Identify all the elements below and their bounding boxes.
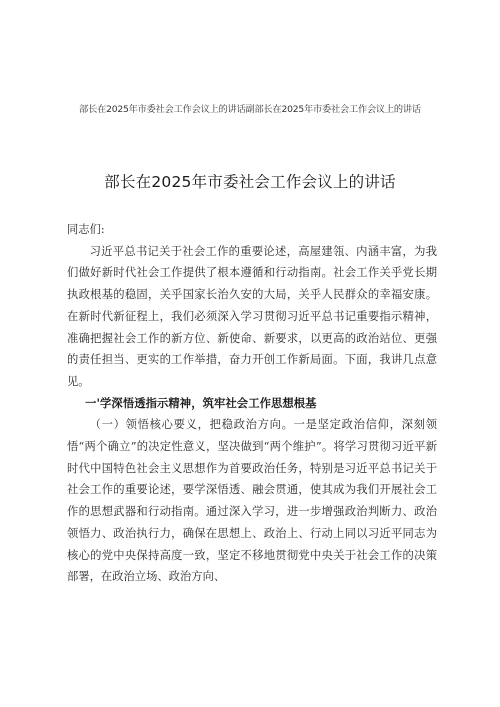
intro-paragraph: 习近平总书记关于社会工作的重要论述，高屋建瓴、内涵丰富，为我们做好新时代社会工作提供了根本遵循和行动指南。社会工作关乎党长期执政根基的稳固，关乎国家长治久安的大局，关乎人民群众的幸福安康。在新时代新征程上，我们必须深入学习贯彻习近平总书记重要指示精神，准确把握社会工作的新方位、新使命、新要求，以更高的政治站位、更强的责任担当、更实的工作举措，奋力开创工作新局面。下面，我讲几点意见。 — [67, 244, 437, 388]
section-1-heading: 一'学深悟透指示精神，筑牢社会工作思想根基 — [85, 396, 317, 410]
salutation: 同志们: — [67, 223, 105, 236]
section-1-paragraph: （一）领悟核心要义，把稳政治方向。一是坚定政治信仰，深刻领悟“两个确立”的决定性意义，坚决做到“两个维护”。将学习贯彻习近平新时代中国特色社会主义思想作为首要政治任务，特别是习近平总书记关于社会工作的重要论述，要学深悟透、融会贯通，使其成为我们开展社会工作的思想武器和行动指南。通过深入学习，进一步增强政治判断力、政治领悟力、政治执行力，确保在思想上、政治上、行动上同以习近平同志为核心的党中央保持高度一致，坚定不移地贯彻党中央关于社会工作的决策部署，在政治立场、政治方向、 — [67, 418, 437, 584]
header-title: 部长在2025年市委社会工作会议上的讲话副部长在2025年市委社会工作会议上的讲话 — [79, 104, 421, 115]
main-title: 部长在2025年市委社会工作会议上的讲话 — [104, 173, 396, 191]
document-body — [67, 219, 437, 588]
